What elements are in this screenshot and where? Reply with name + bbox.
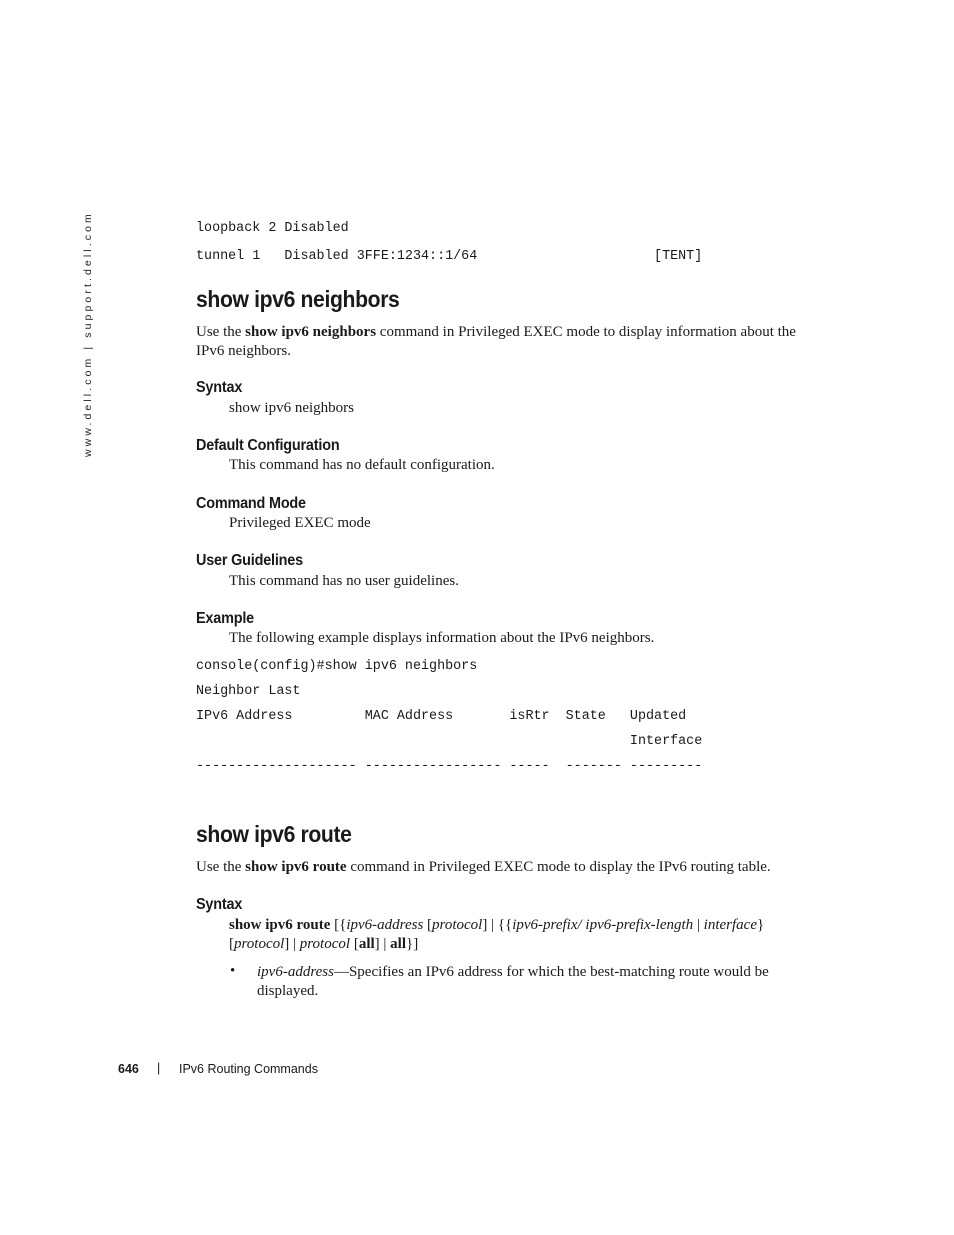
syntax-command: show ipv6 route — [229, 917, 331, 933]
syntax-keyword: all — [358, 936, 375, 952]
syntax-arg: ipv6-address — [346, 917, 424, 933]
syntax-punct: } — [757, 917, 765, 933]
syntax-arg: protocol — [432, 917, 483, 933]
syntax-punct: [ — [423, 917, 433, 933]
example-code-line: IPv6 Address MAC Address isRtr State Updated — [196, 709, 687, 724]
syntax-arg: protocol — [299, 936, 351, 952]
intro-paragraph — [196, 858, 836, 877]
syntax-punct: | — [693, 917, 704, 933]
syntax-punct: }] — [406, 936, 419, 952]
example-code-line: Interface — [196, 734, 703, 749]
syntax-text: show ipv6 neighbors — [229, 400, 354, 416]
example-code-line: console(config)#show ipv6 neighbors — [196, 659, 478, 674]
section-title-show-ipv6-route: show ipv6 route — [196, 821, 352, 847]
intro-text: IPv6 neighbors. — [196, 343, 291, 359]
sidebar-url: www.dell.com | support.dell.com — [82, 211, 94, 457]
bullet-item — [257, 963, 817, 1001]
user-guidelines-heading: User Guidelines — [196, 552, 303, 569]
syntax-punct: ] | — [284, 936, 300, 952]
bullet-text: displayed. — [257, 983, 319, 999]
syntax-block — [229, 916, 809, 954]
syntax-punct: [{ — [330, 917, 347, 933]
syntax-arg: ipv6-prefix/ ipv6-prefix-length — [512, 917, 694, 933]
example-code-line: -------------------- ----------------- ----- ------- --------- — [196, 759, 703, 774]
bullet-term: ipv6-address — [257, 964, 334, 980]
footer-separator: | — [157, 1061, 161, 1075]
bullet-text: —Specifies an IPv6 address for which the best-matching route would be — [333, 964, 769, 980]
syntax-heading: Syntax — [196, 896, 243, 913]
example-code-line: Neighbor Last — [196, 684, 301, 699]
example-text: The following example displays information about the IPv6 neighbors. — [229, 630, 655, 646]
default-config-heading: Default Configuration — [196, 437, 340, 454]
command-mode-text: Privileged EXEC mode — [229, 515, 371, 531]
example-heading: Example — [196, 610, 254, 627]
user-guidelines-text: This command has no user guidelines. — [229, 573, 459, 589]
intro-text: command in Privileged EXEC mode to display information about the — [376, 324, 796, 340]
intro-paragraph — [196, 323, 836, 361]
syntax-arg: interface — [703, 917, 757, 933]
command-name: show ipv6 route — [245, 859, 347, 875]
code-line: tunnel 1 Disabled 3FFE:1234::1/64 [TENT] — [196, 249, 703, 264]
syntax-arg: protocol — [234, 936, 285, 952]
section-title-show-ipv6-neighbors: show ipv6 neighbors — [196, 286, 400, 312]
command-name: show ipv6 neighbors — [245, 324, 377, 340]
syntax-punct: ] | — [374, 936, 391, 952]
command-mode-heading: Command Mode — [196, 495, 306, 512]
default-config-text: This command has no default configuration. — [229, 457, 495, 473]
page-number: 646 — [118, 1062, 139, 1076]
syntax-punct: [ — [350, 936, 359, 952]
syntax-heading: Syntax — [196, 379, 243, 396]
syntax-keyword: all — [390, 936, 406, 952]
intro-text: command in Privileged EXEC mode to display the IPv6 routing table. — [346, 859, 771, 875]
bullet-mark: • — [230, 963, 236, 979]
syntax-punct: ] | {{ — [482, 917, 513, 933]
intro-text: Use the — [196, 859, 246, 875]
intro-text: Use the — [196, 324, 246, 340]
syntax-punct: [ — [229, 936, 234, 952]
footer-chapter: IPv6 Routing Commands — [179, 1062, 318, 1076]
code-line: loopback 2 Disabled — [196, 221, 349, 236]
